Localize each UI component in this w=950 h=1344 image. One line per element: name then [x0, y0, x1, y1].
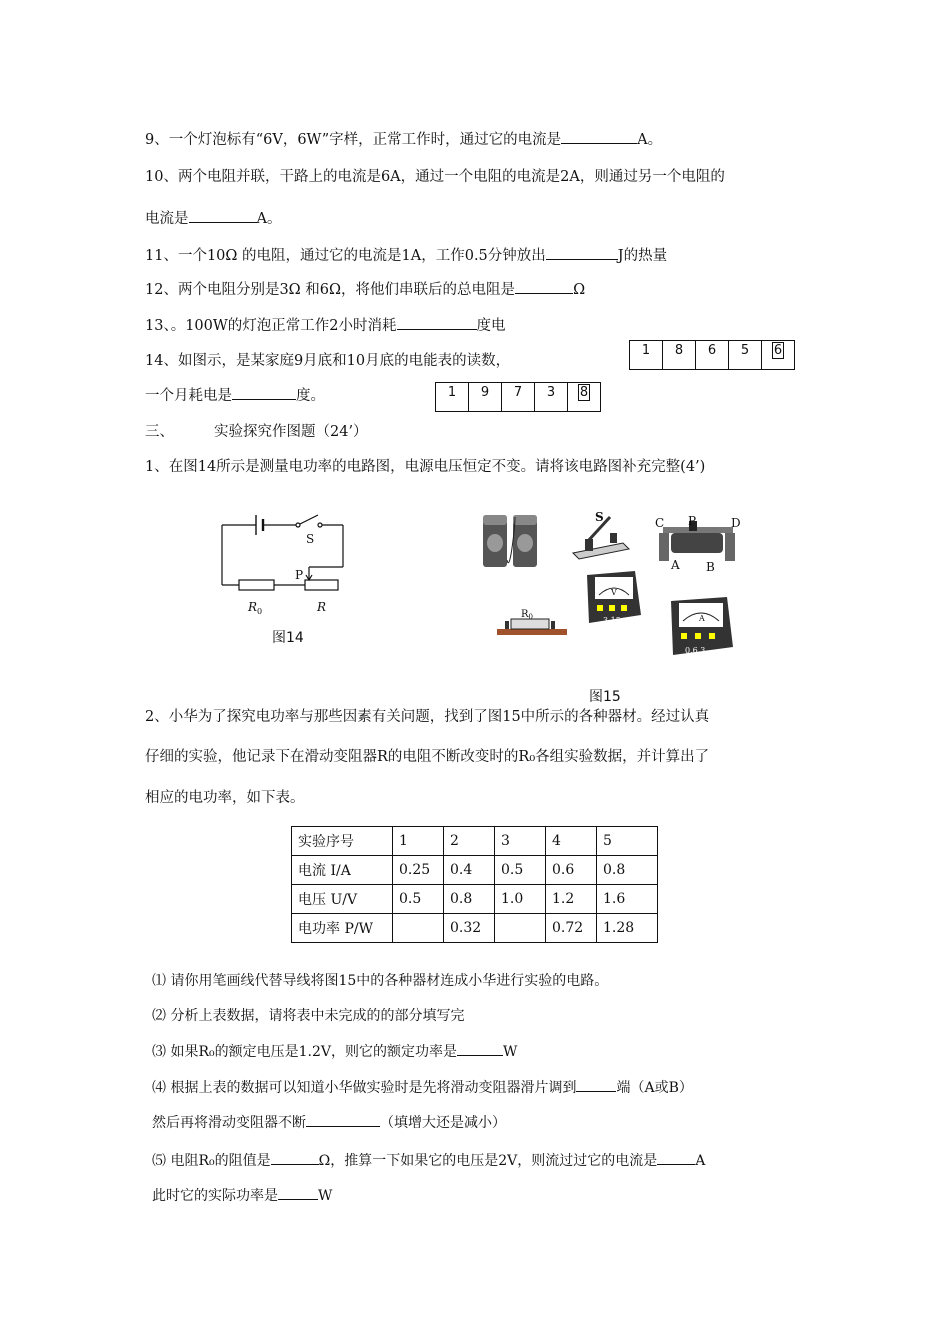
- question-10-line2: 电流是 A。: [145, 207, 281, 228]
- answer-blank[interactable]: [306, 1112, 380, 1127]
- table-row: [292, 885, 658, 914]
- table-cell: 0.32: [444, 914, 495, 943]
- voltmeter-scale: 3 15: [603, 616, 621, 625]
- meter-digit-decimal: 6: [762, 341, 795, 370]
- meter-digit: 1: [630, 341, 663, 370]
- meter-reading-october: [629, 340, 795, 370]
- answer-blank[interactable]: [278, 1185, 318, 1200]
- table-cell: 5: [597, 827, 658, 856]
- table-cell: 1.6: [597, 885, 658, 914]
- terminal-d-label: D: [731, 516, 741, 530]
- answer-blank[interactable]: [561, 129, 637, 144]
- sub-question-2: ⑵ 分析上表数据，请将表中未完成的的部分填写完: [152, 1008, 465, 1024]
- experiment-2-line1: 2、小华为了探究电功率与那些因素有关问题，找到了图15中所示的各种器材。经过认真: [145, 709, 710, 725]
- sub-question-5: ⑸ 电阻R₀的阻值是 Ω，推算一下如果它的电压是2V，则流过过它的电流是 A: [152, 1150, 705, 1170]
- table-row: [292, 914, 658, 943]
- meter-digit: 3: [535, 383, 568, 412]
- data-table: [291, 826, 658, 943]
- experiment-2-line2: 仔细的实验，他记录下在滑动变阻器R的电阻不断改变时的R₀各组实验数据，并计算出了: [145, 749, 710, 765]
- question-text: 9、一个灯泡标有“6V，6W”字样，正常工作时，通过它的电流是: [145, 132, 562, 148]
- question-11: 11、一个10Ω 的电阻，通过它的电流是1A，工作0.5分钟放出 J的热量: [145, 244, 667, 265]
- answer-blank[interactable]: [457, 1041, 503, 1056]
- table-cell: 0.5: [495, 856, 546, 885]
- sub-question-1: ⑴ 请你用笔画线代替导线将图15中的各种器材连成小华进行实验的电路。: [152, 973, 609, 989]
- sub-question-3: ⑶ 如果R₀的额定电压是1.2V，则它的额定功率是 W: [152, 1041, 517, 1061]
- voltmeter-label: V: [611, 588, 617, 597]
- switch-label: S: [306, 532, 315, 546]
- ammeter-label: A: [699, 614, 705, 623]
- meter-digit: 6: [696, 341, 729, 370]
- battery-icon: [483, 515, 537, 567]
- question-9: 9、一个灯泡标有“6V，6W”字样，正常工作时，通过它的电流是 A。: [145, 128, 662, 149]
- table-row: [292, 856, 658, 885]
- answer-blank[interactable]: [515, 279, 573, 294]
- meter-digit: 1: [436, 383, 469, 412]
- meter-digit: 8: [663, 341, 696, 370]
- table-cell: 0.8: [597, 856, 658, 885]
- meter-reading-september: [435, 382, 601, 412]
- figure-15-caption: 图15: [589, 689, 621, 705]
- question-10: 10、两个电阻并联，干路上的电流是6A，通过一个电阻的电流是2A，则通过另一个电阻的: [145, 169, 725, 185]
- table-cell: 0.25: [393, 856, 444, 885]
- table-cell: 1.0: [495, 885, 546, 914]
- circuit-diagram-fig14: [210, 505, 360, 625]
- table-cell: 4: [546, 827, 597, 856]
- ammeter-scale: 0.6 3: [685, 646, 706, 655]
- table-cell: 0.8: [444, 885, 495, 914]
- question-12: 12、两个电阻分别是3Ω 和6Ω，将他们串联后的总电阻是 Ω: [145, 278, 585, 299]
- table-cell: 1.2: [546, 885, 597, 914]
- experiment-1: 1、在图14所示是测量电功率的电路图，电源电压恒定不变。请将该电路图补充完整(4’): [145, 459, 706, 475]
- terminal-b-label: B: [706, 560, 715, 574]
- sub-question-4: ⑷ 根据上表的数据可以知道小华做实验时是先将滑动变阻器滑片调到 端（A或B）: [152, 1077, 693, 1097]
- terminal-a-label: A: [671, 558, 680, 572]
- table-cell: 3: [495, 827, 546, 856]
- table-cell: 电功率 P/W: [292, 914, 393, 943]
- sub-question-4-line2: 然后再将滑动变阻器不断 （填增大还是减小）: [152, 1112, 506, 1132]
- table-cell: 电流 I/A: [292, 856, 393, 885]
- table-cell-input[interactable]: [495, 914, 546, 943]
- switch-label: S: [595, 510, 604, 524]
- answer-blank[interactable]: [576, 1077, 616, 1092]
- experiment-2-line3: 相应的电功率，如下表。: [145, 790, 305, 806]
- table-cell: 电压 U/V: [292, 885, 393, 914]
- meter-digit-decimal: 8: [568, 383, 601, 412]
- meter-digit: 5: [729, 341, 762, 370]
- table-cell: 1: [393, 827, 444, 856]
- resistor-icon: [497, 619, 567, 635]
- meter-digit: 7: [502, 383, 535, 412]
- table-cell: 0.4: [444, 856, 495, 885]
- answer-blank[interactable]: [397, 315, 477, 330]
- table-cell: 2: [444, 827, 495, 856]
- table-row: [292, 827, 658, 856]
- slider-label: P: [295, 568, 304, 582]
- table-cell: 0.5: [393, 885, 444, 914]
- table-cell-input[interactable]: [393, 914, 444, 943]
- question-14-line2: 一个月耗电是 度。: [145, 384, 325, 405]
- answer-blank[interactable]: [657, 1150, 695, 1165]
- sub-question-5-line2: 此时它的实际功率是 W: [152, 1185, 332, 1205]
- answer-blank[interactable]: [189, 208, 257, 223]
- apparatus-fig15: [475, 505, 745, 665]
- answer-blank[interactable]: [271, 1150, 319, 1165]
- figure-14-caption: 图14: [272, 630, 304, 646]
- answer-blank[interactable]: [232, 385, 296, 400]
- rheostat-icon: [659, 521, 735, 561]
- table-cell: 0.6: [546, 856, 597, 885]
- terminal-p-label: P: [688, 514, 697, 528]
- terminal-c-label: C: [655, 516, 665, 530]
- answer-blank[interactable]: [546, 245, 618, 260]
- table-cell: 1.28: [597, 914, 658, 943]
- r0-label: $R_0$: [521, 609, 533, 621]
- question-14: 14、如图示，是某家庭9月底和10月底的电能表的读数，: [145, 353, 511, 369]
- table-cell: 0.72: [546, 914, 597, 943]
- r0-label: $R_0$: [248, 600, 263, 616]
- meter-digit: 9: [469, 383, 502, 412]
- r-label: R: [317, 600, 327, 614]
- question-13: 13、。100W的灯泡正常工作2小时消耗 度电: [145, 314, 506, 335]
- table-cell: 实验序号: [292, 827, 393, 856]
- section-3-heading: 三、 实验探究作图题（24’）: [145, 424, 368, 440]
